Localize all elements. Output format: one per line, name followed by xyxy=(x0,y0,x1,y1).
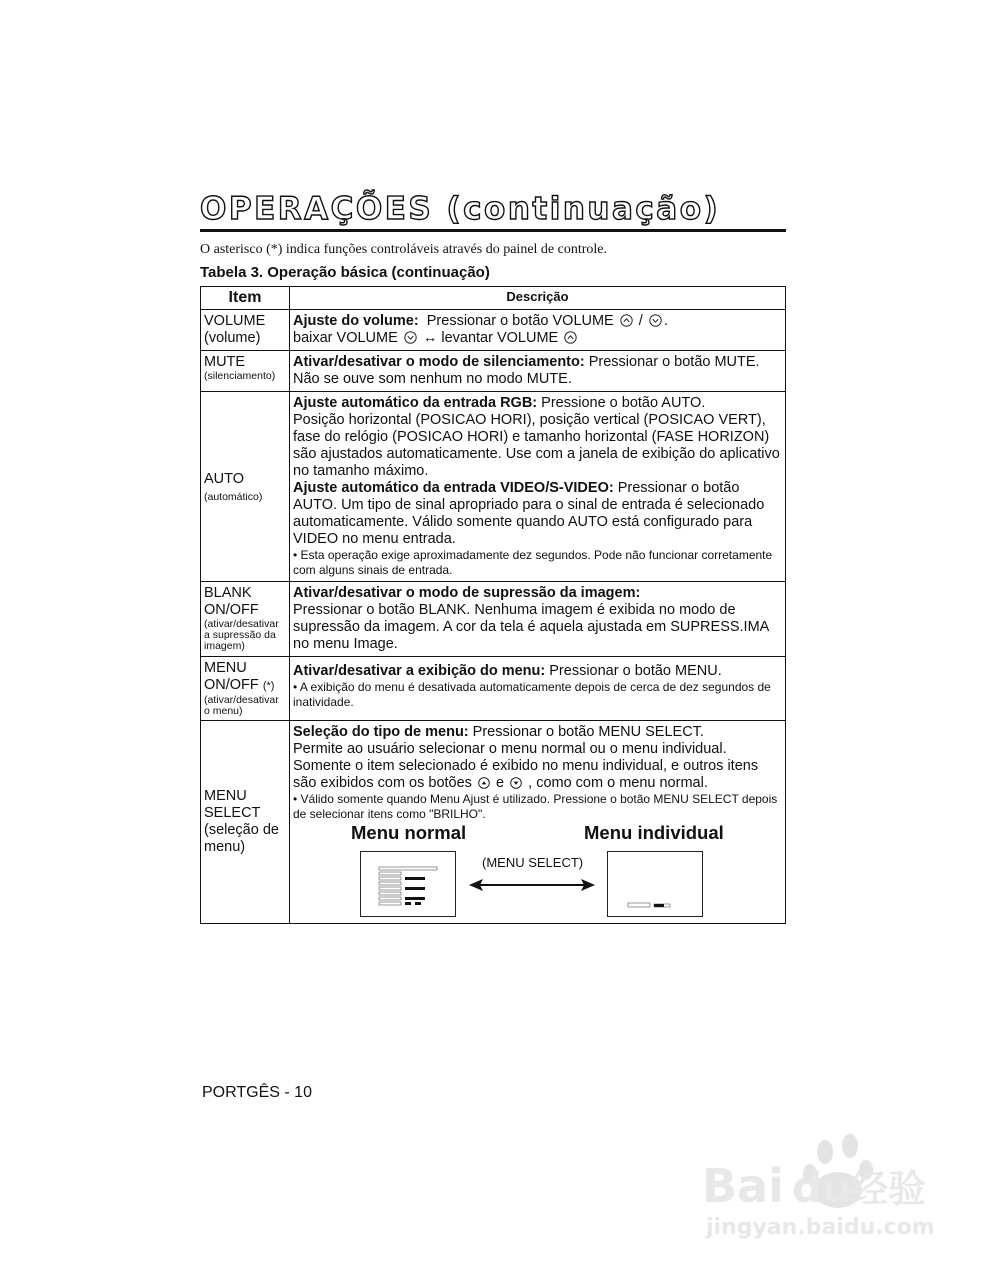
menu-onoff-note: • A exibição do menu é desativada automaticamente depois de cerca de dez segundos de inatividade. xyxy=(293,680,771,709)
menu-select-text2: Permite ao usuário selecionar o menu normal ou o menu individual. Somente o item selecionado é exibido no menu individual, e outros itens xyxy=(293,741,759,774)
item-menu-onoff-sub: (ativar/desativar o menu) xyxy=(204,694,279,717)
item-volume: VOLUME xyxy=(204,313,266,329)
menu-select-text3a: são exibidos com os botões xyxy=(293,775,472,791)
table-row xyxy=(201,392,786,582)
menu-select-title: Seleção do tipo de menu: xyxy=(293,724,469,740)
svg-text:经验: 经验 xyxy=(850,1167,927,1211)
item-mute-sub: (silenciamento) xyxy=(204,370,276,382)
menu-comparison xyxy=(293,824,782,920)
volume-down-icon xyxy=(649,314,662,327)
menu-individual-label: Menu individual xyxy=(584,822,724,843)
auto-note: • Esta operação exige aproximadamente dez segundos. Pode não funcionar corretamente com alguns sinais de entrada. xyxy=(293,548,773,577)
item-blank: BLANK xyxy=(204,585,252,601)
auto-title2: Ajuste automático da entrada VIDEO/S-VIDEO: xyxy=(293,480,614,496)
menu-select-note: • Válido somente quando Menu Ajust é utilizado. Pressione o botão MENU SELECT depois de selecionar itens como "BRILHO". xyxy=(293,792,778,821)
volume-text2: baixar VOLUME xyxy=(293,330,398,346)
header-item: Item xyxy=(201,287,290,310)
item-cell-blank xyxy=(201,582,290,657)
arrow-up-button-icon xyxy=(478,777,490,789)
menu-normal-illustration xyxy=(361,852,455,916)
auto-text2: Pressionar o botão AUTO. Um tipo de sinal apropriado para o sinal de entrada é selecionado automaticamente. Válido somente quando AUTO está configurado para VIDEO no menu entrada. xyxy=(293,480,765,547)
table-row xyxy=(201,657,786,721)
menu-normal-label: Menu normal xyxy=(351,822,467,843)
double-arrow-icon xyxy=(469,877,595,893)
desc-cell-volume xyxy=(290,310,786,351)
item-blank-onoff: ON/OFF xyxy=(204,602,259,618)
mute-text2: Não se ouve som nenhum no modo MUTE. xyxy=(293,371,572,387)
auto-title1: Ajuste automático da entrada RGB: xyxy=(293,395,538,411)
auto-text1b: Posição horizontal (POSICAO HORI), posição vertical (POSICAO VERT), fase do relógio (POSICAO HORI) e tamanho horizontal (FASE HORIZON) são ajustados automaticamente. Use com a janela de exibição do aplicativo no tamanho máximo. xyxy=(293,412,780,479)
menu-onoff-title: Ativar/desativar a exibição do menu: xyxy=(293,663,546,679)
desc-cell-blank xyxy=(290,582,786,657)
item-menu-select-sub: (seleção de menu) xyxy=(204,822,279,855)
desc-cell-mute xyxy=(290,351,786,392)
menu-onoff-text: Pressionar o botão MENU. xyxy=(549,663,722,679)
table-caption: Tabela 3. Operação básica (continuação) xyxy=(200,264,490,281)
volume-text3: levantar VOLUME xyxy=(441,330,559,346)
item-mute: MUTE xyxy=(204,354,246,370)
volume-text1: Pressionar o botão VOLUME xyxy=(426,313,614,329)
table-row xyxy=(201,351,786,392)
item-menu-select-select: SELECT xyxy=(204,805,261,821)
svg-text:Bai: Bai xyxy=(702,1159,784,1213)
item-cell-mute xyxy=(201,351,290,392)
volume-dot: . xyxy=(663,313,668,329)
blank-title: Ativar/desativar o modo de supressão da imagem: xyxy=(293,585,641,601)
desc-cell-auto xyxy=(290,392,786,582)
blank-text: Pressionar o botão BLANK. Nenhuma imagem é exibida no modo de supressão da imagem. A cor da tela é aquela ajustada em SUPRESS.IMA no menu Image. xyxy=(293,602,769,652)
table-header-row xyxy=(201,287,786,310)
menu-select-switch-label: (MENU SELECT) xyxy=(482,855,584,870)
intro-text: O asterisco (*) indica funções controláveis através do painel de controle. xyxy=(200,242,608,257)
menu-normal-screen xyxy=(360,851,456,917)
title-rule xyxy=(200,229,786,232)
item-volume-sub: (volume) xyxy=(204,330,261,346)
table-row xyxy=(201,721,786,924)
svg-text:jingyan.baidu.com: jingyan.baidu.com xyxy=(706,1215,935,1240)
menu-select-text3b: e xyxy=(496,775,505,791)
header-description: Descrição xyxy=(290,287,786,310)
arrow-down-button-icon xyxy=(510,777,522,789)
volume-slash: / xyxy=(638,313,643,329)
auto-text1a: Pressione o botão AUTO. xyxy=(541,395,706,411)
svg-text:du: du xyxy=(792,1163,852,1212)
mute-title: Ativar/desativar o modo de silenciamento: xyxy=(293,354,585,370)
item-cell-volume xyxy=(201,310,290,351)
volume-title: Ajuste do volume: xyxy=(293,313,419,329)
volume-up-icon xyxy=(620,314,633,327)
page-footer: PORTGÊS - 10 xyxy=(202,1084,312,1101)
item-auto: AUTO xyxy=(204,470,245,487)
volume-up-icon xyxy=(564,331,577,344)
volume-arrow: ↔ xyxy=(422,330,438,346)
menu-individual-screen xyxy=(607,851,703,917)
desc-cell-menu-onoff xyxy=(290,657,786,721)
item-cell-menu-onoff xyxy=(201,657,290,721)
desc-cell-menu-select xyxy=(290,721,786,924)
menu-individual-illustration xyxy=(608,852,702,916)
mute-text1: Pressionar o botão MUTE. xyxy=(588,354,760,370)
item-menu: MENU xyxy=(204,660,247,676)
item-blank-sub: (ativar/desativar a supressão da imagem) xyxy=(204,618,279,652)
menu-select-text1: Pressionar o botão MENU SELECT. xyxy=(472,724,704,740)
page-title: OPERAÇÕES (continuação) xyxy=(200,191,721,227)
table-row xyxy=(201,582,786,657)
menu-select-text3c: , como com o menu normal. xyxy=(528,775,708,791)
table-row xyxy=(201,310,786,351)
baidu-jingyan-watermark xyxy=(700,1130,940,1240)
item-menu-select-menu: MENU xyxy=(204,788,247,804)
item-cell-auto xyxy=(201,392,290,582)
item-cell-menu-select xyxy=(201,721,290,924)
volume-down-icon xyxy=(404,331,417,344)
item-menu-star: (*) xyxy=(262,680,275,692)
item-menu-onoff: ON/OFF xyxy=(204,677,259,693)
item-auto-sub: (automático) xyxy=(204,490,263,503)
operation-table xyxy=(200,286,786,924)
